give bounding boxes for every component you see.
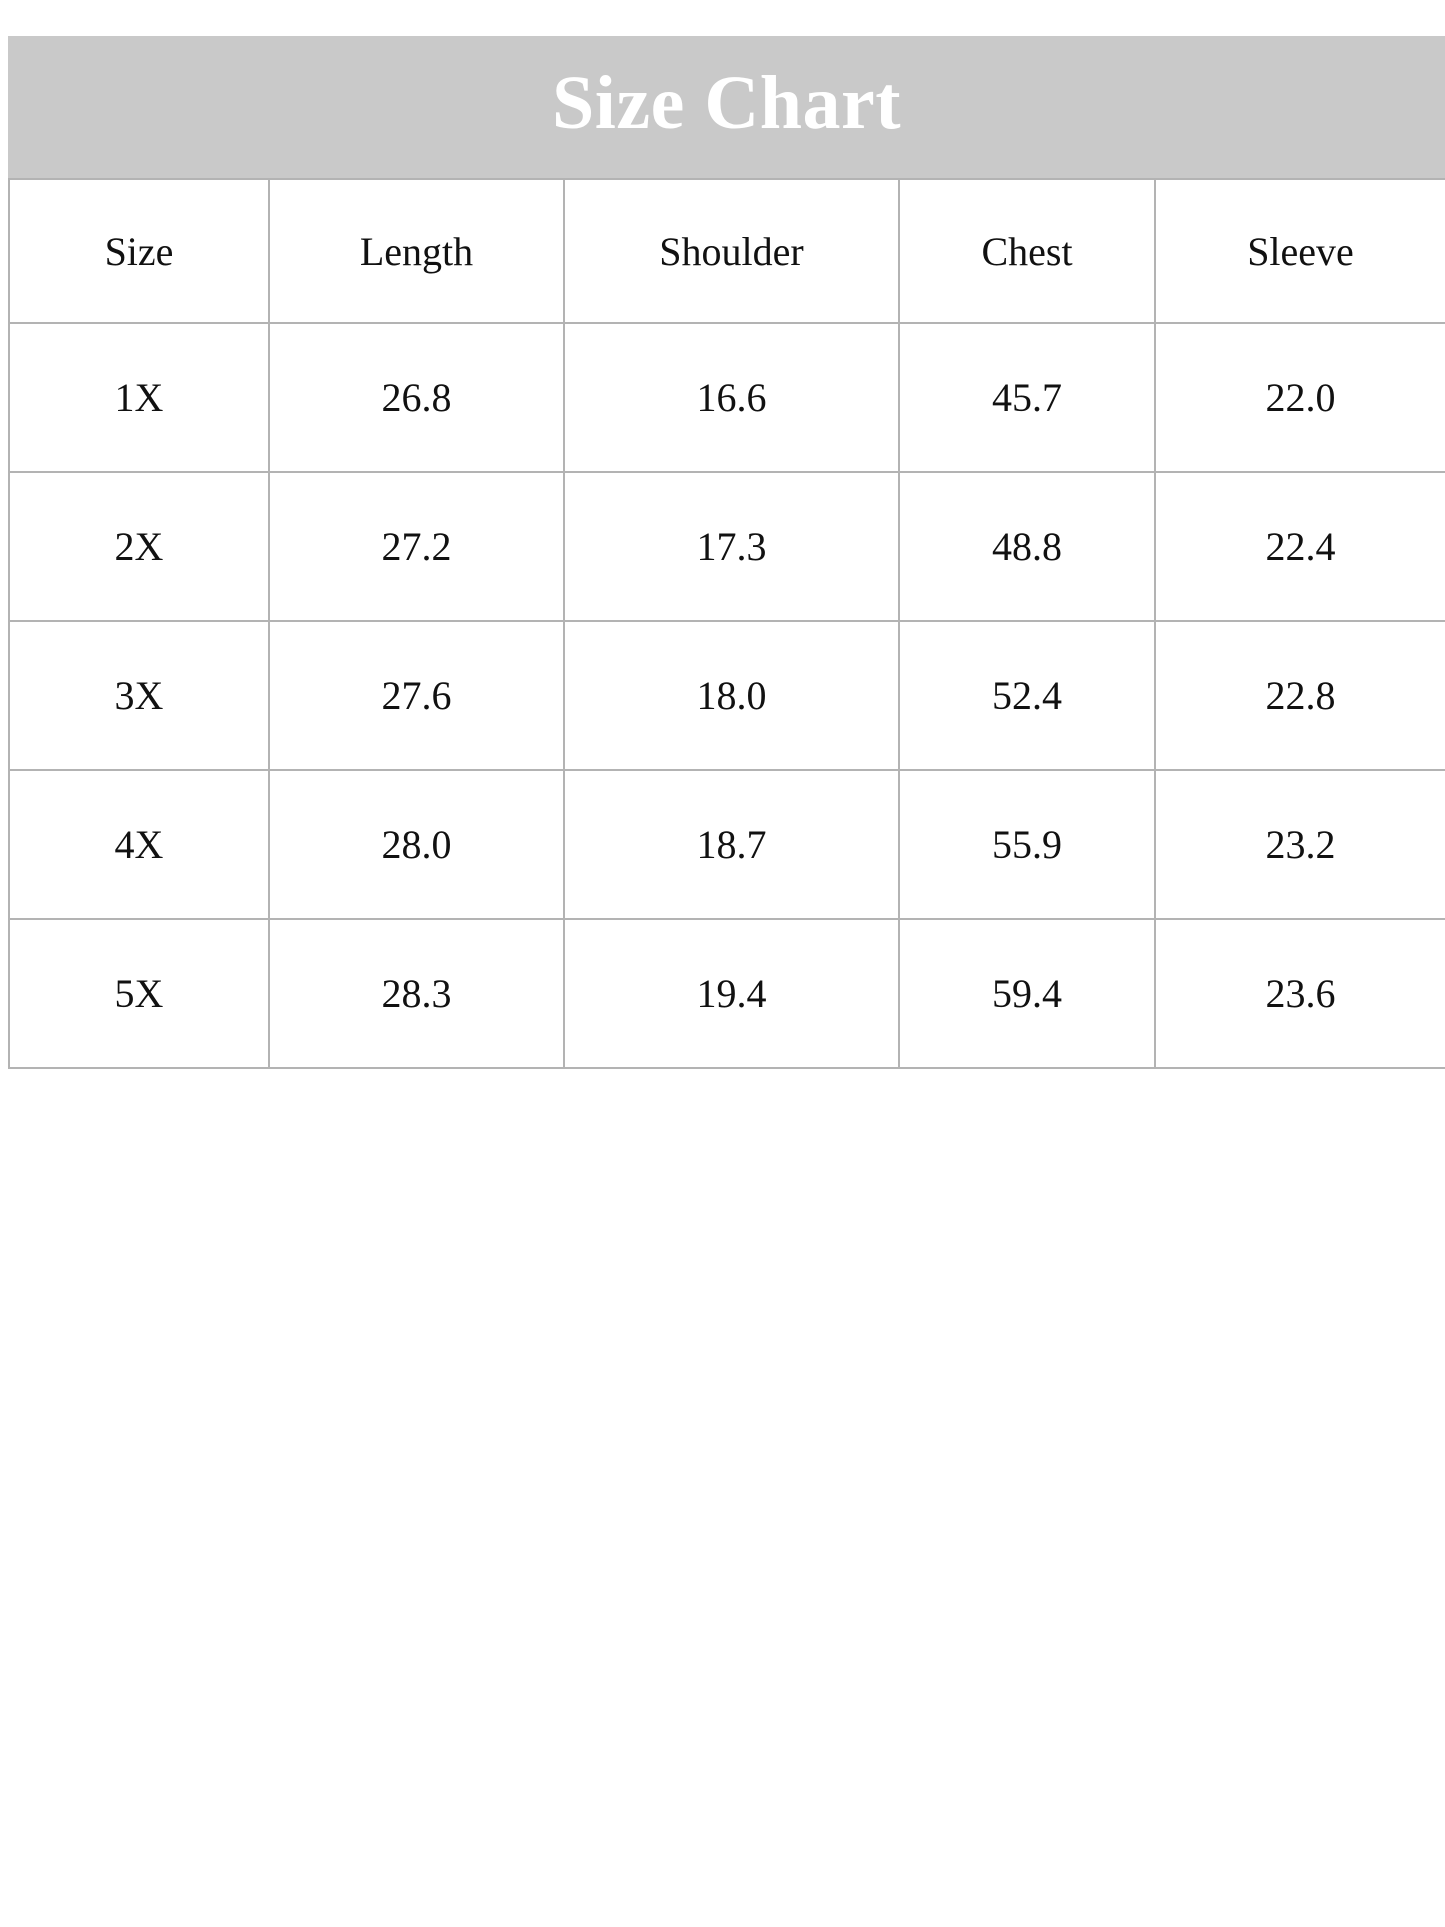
table-body — [9, 323, 1445, 1068]
cell-chest: 52.4 — [899, 621, 1155, 770]
cell-sleeve: 22.4 — [1155, 472, 1445, 621]
cell-chest: 48.8 — [899, 472, 1155, 621]
cell-size: 3X — [9, 621, 269, 770]
cell-sleeve: 23.2 — [1155, 770, 1445, 919]
cell-length: 27.6 — [269, 621, 564, 770]
table-header — [9, 179, 1445, 323]
cell-chest: 55.9 — [899, 770, 1155, 919]
size-chart-table — [8, 178, 1445, 1069]
cell-size: 2X — [9, 472, 269, 621]
cell-length: 28.0 — [269, 770, 564, 919]
column-header-sleeve: Sleeve — [1155, 179, 1445, 323]
cell-size: 5X — [9, 919, 269, 1068]
column-header-size: Size — [9, 179, 269, 323]
table-header-row — [9, 179, 1445, 323]
table-row — [9, 919, 1445, 1068]
cell-sleeve: 22.8 — [1155, 621, 1445, 770]
cell-sleeve: 23.6 — [1155, 919, 1445, 1068]
table-row — [9, 621, 1445, 770]
page-title: Size Chart — [8, 36, 1445, 178]
column-header-chest: Chest — [899, 179, 1155, 323]
cell-length: 27.2 — [269, 472, 564, 621]
column-header-shoulder: Shoulder — [564, 179, 899, 323]
cell-chest: 45.7 — [899, 323, 1155, 472]
size-chart — [8, 36, 1445, 1069]
cell-shoulder: 18.0 — [564, 621, 899, 770]
cell-length: 28.3 — [269, 919, 564, 1068]
cell-size: 4X — [9, 770, 269, 919]
cell-shoulder: 17.3 — [564, 472, 899, 621]
cell-chest: 59.4 — [899, 919, 1155, 1068]
cell-length: 26.8 — [269, 323, 564, 472]
cell-shoulder: 18.7 — [564, 770, 899, 919]
table-row — [9, 472, 1445, 621]
cell-sleeve: 22.0 — [1155, 323, 1445, 472]
column-header-length: Length — [269, 179, 564, 323]
table-row — [9, 770, 1445, 919]
cell-shoulder: 16.6 — [564, 323, 899, 472]
cell-shoulder: 19.4 — [564, 919, 899, 1068]
table-row — [9, 323, 1445, 472]
cell-size: 1X — [9, 323, 269, 472]
